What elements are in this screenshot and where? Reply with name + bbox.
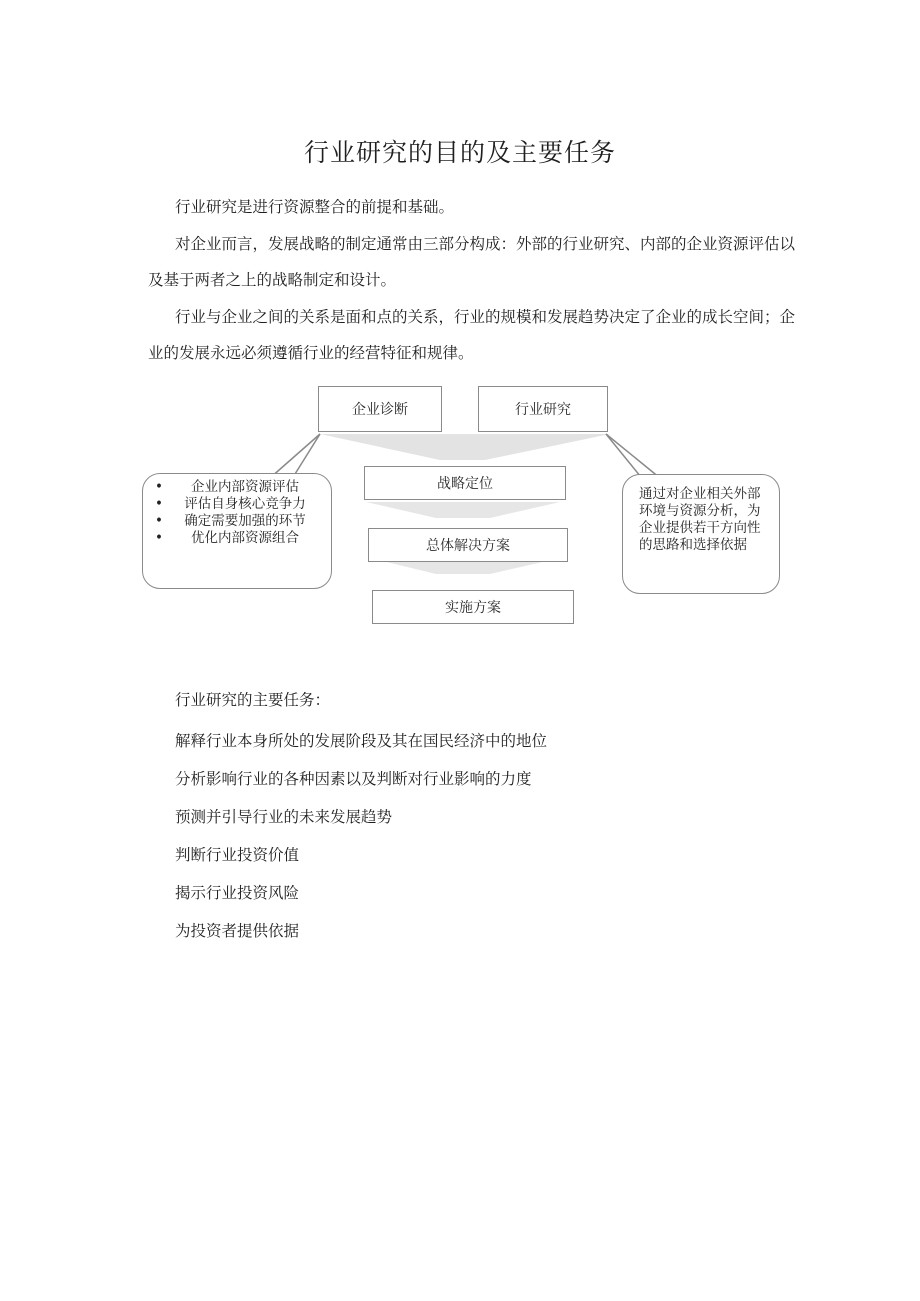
external-analysis-callout: 通过对企业相关外部环境与资源分析，为企业提供若干方向性的思路和选择依据: [622, 474, 780, 594]
right-callout-pointer: [606, 434, 660, 478]
merge-arrow: [320, 434, 610, 460]
task-item: 解释行业本身所处的发展阶段及其在国民经济中的地位: [175, 732, 548, 750]
page-title: 行业研究的目的及主要任务: [303, 138, 616, 167]
task-item: 分析影响行业的各种因素以及判断对行业影响的力度: [175, 770, 532, 788]
industry-research-box: 行业研究: [478, 386, 608, 432]
callout-item: • 确定需要加强的环节: [165, 513, 325, 530]
intro-paragraph-2: 对企业而言，发展战略的制定通常由三部分构成：外部的行业研究、内部的企业资源评估以及基于两者之上的战略制定和设计。: [148, 235, 796, 289]
tasks-heading: 行业研究的主要任务：: [175, 691, 331, 709]
overall-solution-box: 总体解决方案: [368, 528, 568, 562]
task-item: 揭示行业投资风险: [175, 884, 300, 902]
internal-assessment-callout: [142, 473, 332, 589]
task-item: 判断行业投资价值: [175, 846, 300, 864]
callout-item: • 评估自身核心竞争力: [165, 496, 325, 513]
step-arrow-1: [366, 502, 560, 518]
task-item: 为投资者提供依据: [175, 922, 300, 940]
enterprise-diagnosis-box: 企业诊断: [318, 386, 442, 432]
intro-paragraph-3: 行业与企业之间的关系是面和点的关系，行业的规模和发展趋势决定了企业的成长空间；企业的发展永远必须遵循行业的经营特征和规律。: [148, 308, 796, 362]
task-item: 预测并引导行业的未来发展趋势: [175, 808, 393, 826]
callout-item: • 企业内部资源评估: [165, 479, 325, 496]
intro-paragraph-1: 行业研究是进行资源整合的前提和基础。: [175, 198, 455, 216]
left-callout-pointer: [270, 434, 320, 478]
tasks-list: [175, 729, 547, 957]
strategy-positioning-box: 战略定位: [364, 466, 566, 500]
callout-item: • 优化内部资源组合: [165, 530, 325, 547]
strategy-diagram: [140, 378, 785, 630]
implementation-plan-box: 实施方案: [372, 590, 574, 624]
